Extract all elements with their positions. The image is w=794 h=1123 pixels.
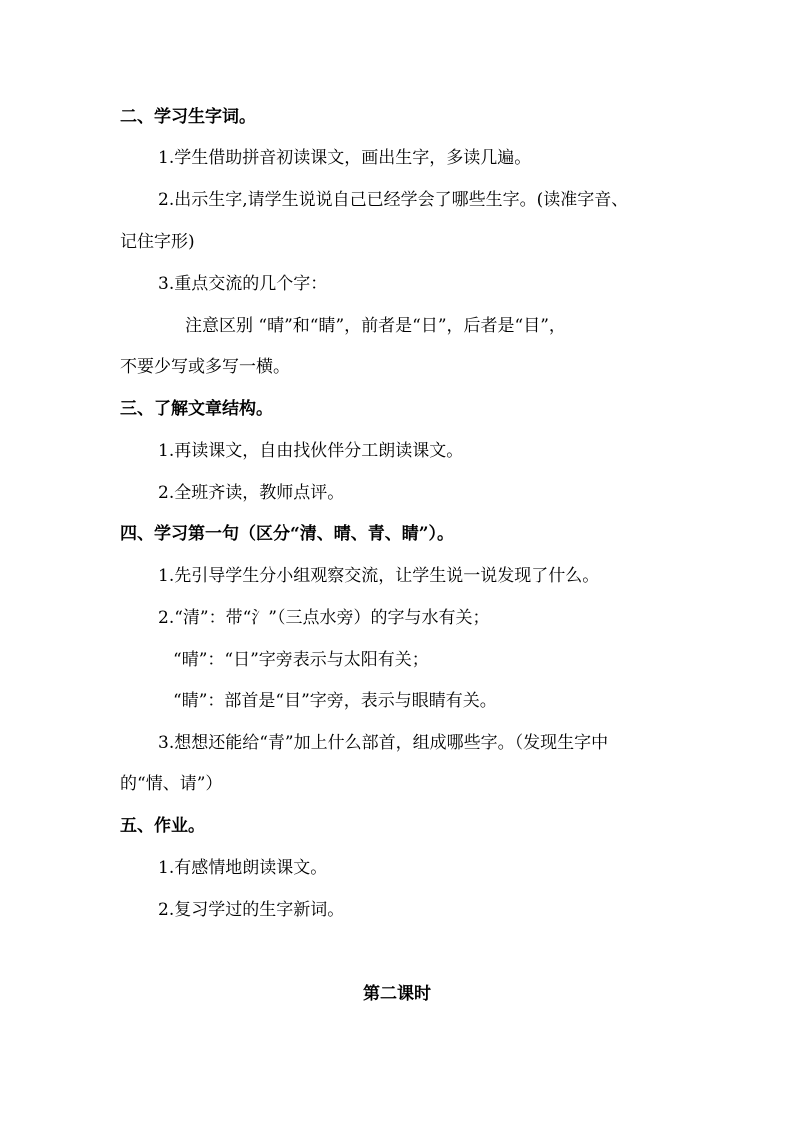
list-item-continuation: 记住字形) [120, 232, 195, 252]
list-item: 3.重点交流的几个字： [158, 274, 328, 294]
list-item-sub: “晴”：“日”字旁表示与太阳有关； [173, 650, 429, 670]
section-heading-first-sentence: 四、学习第一句（区分“清、晴、青、睛”）。 [120, 524, 455, 544]
list-item: 2.出示生字,请学生说说自己已经学会了哪些生字。(读准字音、 [158, 190, 629, 210]
list-item-sub: “睛”：部首是“目”字旁，表示与眼睛有关。 [173, 691, 497, 711]
note-paragraph-continuation: 不要少写或多写一横。 [120, 357, 290, 377]
list-item: 1.先引导学生分小组观察交流，让学生说一说发现了什么。 [158, 566, 600, 586]
note-paragraph: 注意区别 “晴”和“睛”，前者是“日”，后者是“目”， [185, 316, 566, 336]
list-item: 2.“清”：带“氵”（三点水旁）的字与水有关； [158, 608, 490, 628]
section-heading-homework: 五、作业。 [120, 816, 205, 836]
list-item: 3.想想还能给“青”加上什么部首，组成哪些字。（发现生字中 [158, 733, 609, 753]
list-item: 1.再读课文，自由找伙伴分工朗读课文。 [158, 441, 464, 461]
list-item: 1.有感情地朗读课文。 [158, 858, 328, 878]
section-heading-text-structure: 三、了解文章结构。 [120, 399, 273, 419]
section-heading-learn-new-words: 二、学习生字词。 [120, 107, 256, 127]
list-item: 2.复习学过的生字新词。 [158, 900, 345, 920]
list-item: 1.学生借助拼音初读课文，画出生字，多读几遍。 [158, 148, 532, 168]
list-item-continuation: 的“情、请”） [120, 774, 223, 794]
lesson-two-title: 第二课时 [363, 984, 431, 1004]
list-item: 2.全班齐读，教师点评。 [158, 483, 345, 503]
